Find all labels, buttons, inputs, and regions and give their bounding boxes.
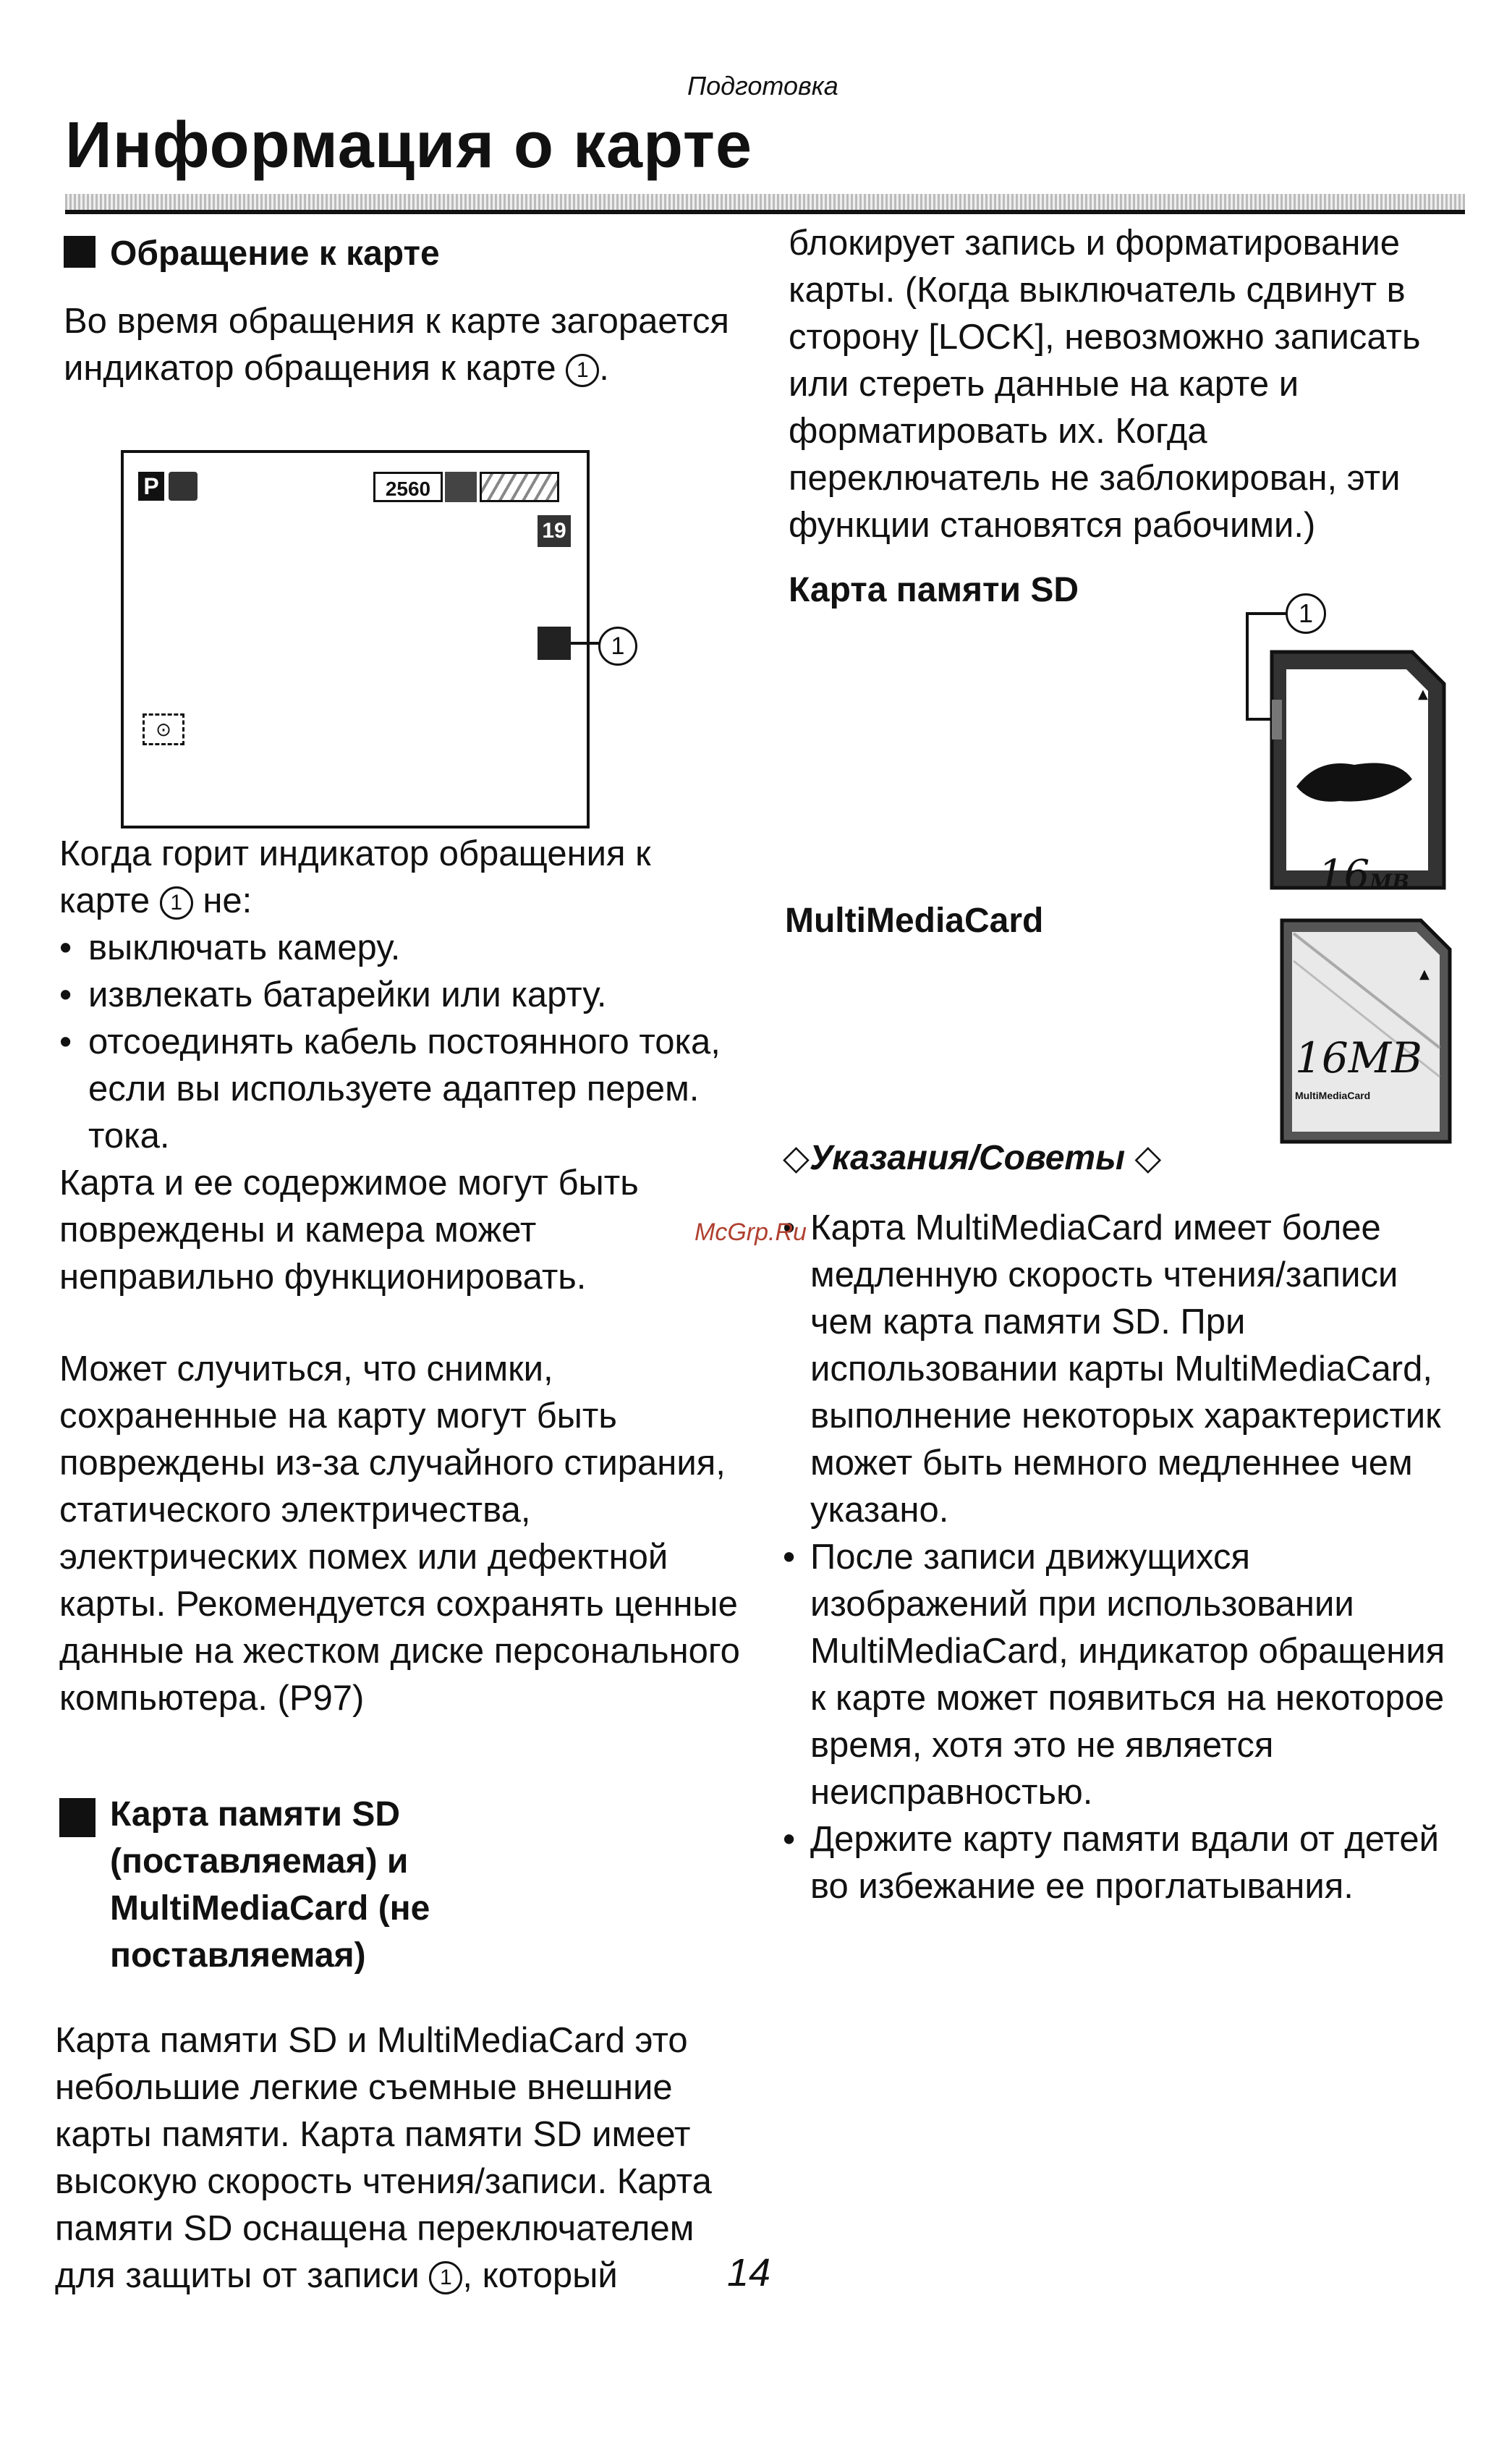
section-heading-cards-text: Карта памяти SD (поставляемая) и MultiMediaCard (не поставляемая) xyxy=(110,1795,430,1975)
card-access-indicator-icon xyxy=(538,627,571,660)
mmc-brand-print: MultiMediaCard xyxy=(1295,1090,1371,1101)
svg-text:▲: ▲ xyxy=(1419,967,1430,982)
list-item: • извлекать батарейки или карту. xyxy=(59,972,739,1019)
section-heading-access xyxy=(64,230,440,277)
quality-icon xyxy=(445,472,477,502)
list-item: • Держите карту памяти вдали от детей во избежание ее проглатывания. xyxy=(783,1816,1470,1910)
flash-mode-icon xyxy=(169,472,198,501)
circled-number-icon: 1 xyxy=(429,2261,462,2294)
list-item: • выключать камеру. xyxy=(59,925,739,972)
page-title: Информация о карте xyxy=(65,109,752,182)
metering-mode-icon: ⊙ xyxy=(143,713,184,745)
callout-line xyxy=(1246,612,1288,615)
cards-body-suffix: , который xyxy=(462,2256,618,2295)
mode-badge: P xyxy=(138,472,164,501)
warning-intro xyxy=(59,831,739,925)
watermark: McGrp.Ru xyxy=(695,1218,807,1246)
camera-lcd-illustration xyxy=(121,450,625,828)
section-heading-cards xyxy=(59,1791,501,1979)
sd-capacity-unit: MB xyxy=(1369,870,1409,894)
page-number: 14 xyxy=(727,2251,771,2294)
warning-list xyxy=(59,925,739,1160)
section-heading-access-text: Обращение к карте xyxy=(110,234,440,273)
list-item: • После записи движущихся изображений при использовании MultiMediaCard, индикатор обращения к карте может появиться на некоторое время, хотя это не является неисправностью. xyxy=(783,1534,1470,1816)
sd-capacity-value: 16 xyxy=(1318,852,1370,899)
mmc-capacity: 16MB xyxy=(1295,1033,1422,1082)
section-marker-icon xyxy=(64,236,95,268)
mmc-card-body xyxy=(1279,917,1453,1145)
callout-number-icon: 1 xyxy=(598,627,637,666)
diamond-icon: ◇ xyxy=(783,1139,810,1177)
cards-body-text: Карта памяти SD и MultiMediaCard это небольшие легкие съемные внешние карты памяти. Карта памяти SD имеет высокую скорость чтения/записи. Карта памяти SD оснащена переключателем для защиты от записи xyxy=(55,2021,712,2295)
battery-icon xyxy=(480,472,559,502)
running-head: Подготовка xyxy=(687,71,838,101)
callout-line xyxy=(571,642,601,645)
list-item: • отсоединять кабель постоянного тока, если вы используете адаптер перем. тока. xyxy=(59,1019,739,1160)
diamond-icon: ◇ xyxy=(1125,1139,1162,1177)
sd-card-illustration xyxy=(1239,588,1456,899)
callout-line xyxy=(1246,612,1249,721)
mmc-label: MultiMediaCard xyxy=(785,902,1044,940)
sd-card-label: Карта памяти SD xyxy=(789,571,1079,609)
section-marker-icon xyxy=(59,1798,95,1837)
cards-body xyxy=(55,2017,728,2300)
damage-note: Карта и ее содержимое могут быть повреждены и камера может неправильно функционировать. xyxy=(59,1164,639,1297)
circled-number-icon: 1 xyxy=(566,354,599,387)
circled-number-icon: 1 xyxy=(160,886,193,920)
cards-body-continued: блокирует запись и форматирование карты. (Когда выключатель сдвинут в сторону [LOCK], невозможно записать или стереть данные на карте и форматировать их. Когда переключатель не заблокирован, эти функции становятся рабочими.) xyxy=(789,224,1421,545)
tips-heading-text: Указания/Советы xyxy=(809,1139,1126,1177)
warning-intro-suffix: не: xyxy=(203,881,252,920)
title-divider xyxy=(65,194,1465,214)
risk-note: Может случиться, что снимки, сохраненные на карту могут быть повреждены из-за случайного стирания, статического электричества, электрических помех или дефектной карты. Рекомендуется сохранять ценные данные на жестком диске персонального компьютера. (P97) xyxy=(59,1349,740,1718)
callout-number-icon: 1 xyxy=(1286,593,1326,634)
tips-heading xyxy=(783,1137,1161,1178)
warning-intro-text: Когда горит индикатор обращения к карте xyxy=(59,834,651,920)
sd-capacity xyxy=(1318,852,1409,899)
resolution-indicator: 2560 xyxy=(373,472,443,502)
access-intro: Во время обращения к карте загорается индикатор обращения к карте 1 . xyxy=(64,302,729,388)
access-intro-text: Во время обращения к карте загорается индикатор обращения к карте xyxy=(64,302,729,388)
list-item: • Карта MultiMediaCard имеет более медленную скорость чтения/записи чем карта памяти SD. При использовании карты MultiMediaCard, выполнение некоторых характеристик может быть немного медленнее чем указано. xyxy=(783,1205,1470,1534)
tips-list xyxy=(783,1205,1470,1910)
mmc-card-illustration xyxy=(1279,917,1453,1145)
frames-remaining: 19 xyxy=(538,515,571,547)
svg-text:▲: ▲ xyxy=(1418,687,1428,702)
